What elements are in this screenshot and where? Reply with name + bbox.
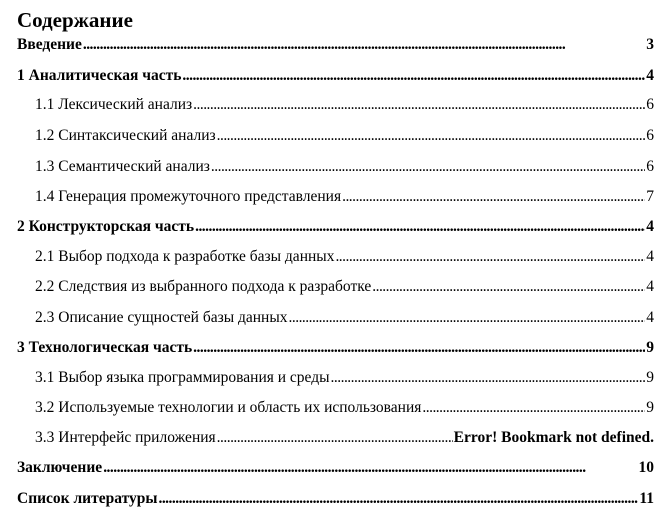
- toc-entry-references[interactable]: [17, 489, 654, 509]
- toc-dot-leader: [217, 126, 646, 146]
- toc-entry-conclusion[interactable]: [17, 458, 654, 478]
- toc-entry-text: Заключение: [17, 459, 103, 476]
- toc-entry-text: 1.2 Синтаксический анализ: [35, 127, 216, 144]
- toc-dot-leader: [195, 217, 645, 237]
- toc-page-number: 4: [646, 67, 654, 84]
- toc-entry-text: 1.4 Генерация промежуточного представления: [35, 188, 342, 205]
- toc-entry-text: 1 Аналитическая часть: [17, 67, 182, 84]
- toc-page-error-message: Error! Bookmark not defined.: [453, 429, 654, 446]
- toc-title: Содержание: [17, 8, 133, 32]
- toc-dot-leader: [331, 368, 646, 388]
- toc-dot-leader: [182, 66, 645, 86]
- toc-entry-section-3-1[interactable]: [35, 368, 654, 388]
- toc-entry-text: 1.1 Лексический анализ: [35, 96, 193, 113]
- toc-dot-leader: [422, 398, 645, 418]
- toc-page-number: 9: [646, 369, 654, 386]
- toc-page-number: 3: [646, 36, 654, 53]
- toc-entry-introduction[interactable]: [17, 35, 654, 55]
- toc-entry-section-2[interactable]: [17, 217, 654, 237]
- toc-page-number: 7: [646, 188, 654, 205]
- toc-page-number: 6: [646, 127, 654, 144]
- toc-dot-leader: [83, 35, 645, 55]
- toc-entry-section-1-2[interactable]: [35, 126, 654, 146]
- toc-entry-section-3[interactable]: [17, 338, 654, 358]
- toc-page-number: 6: [646, 158, 654, 175]
- toc-entry-text: 2.3 Описание сущностей базы данных: [35, 309, 288, 326]
- toc-entry-text: 3.1 Выбор языка программирования и среды: [35, 369, 330, 386]
- toc-entry-text: 2 Конструкторская часть: [17, 218, 195, 235]
- toc-entry-section-1-3[interactable]: [35, 157, 654, 177]
- toc-page-number: 4: [646, 278, 654, 295]
- toc-page-number: 11: [639, 490, 654, 507]
- toc-entry-text: 3.2 Используемые технологии и область их использования: [35, 399, 422, 416]
- toc-entry-text: Введение: [17, 36, 82, 53]
- toc-entry-text: 3 Технологическая часть: [17, 339, 193, 356]
- toc-dot-leader: [103, 458, 637, 478]
- toc-entry-section-3-2[interactable]: [35, 398, 654, 418]
- toc-dot-leader: [335, 247, 645, 267]
- toc-entry-section-2-3[interactable]: [35, 308, 654, 328]
- toc-entry-text: 3.3 Интерфейс приложения: [35, 429, 216, 446]
- toc-entry-text: 2.1 Выбор подхода к разработке базы данных: [35, 248, 335, 265]
- toc-dot-leader: [342, 187, 645, 207]
- toc-entry-text: 1.3 Семантический анализ: [35, 158, 210, 175]
- toc-entry-section-1-1[interactable]: [35, 95, 654, 115]
- toc-entry-section-1[interactable]: [17, 66, 654, 86]
- toc-dot-leader: [158, 489, 638, 509]
- toc-dot-leader: [289, 308, 646, 328]
- toc-entry-section-2-1[interactable]: [35, 247, 654, 267]
- toc-dot-leader: [372, 277, 645, 297]
- toc-page-number: 4: [646, 248, 654, 265]
- toc-entry-section-3-3[interactable]: [35, 428, 654, 448]
- toc-page-number: 9: [646, 339, 654, 356]
- toc-page-number: 4: [646, 218, 654, 235]
- toc-dot-leader: [193, 338, 645, 358]
- toc-page-number: 9: [646, 399, 654, 416]
- toc-entry-section-2-2[interactable]: [35, 277, 654, 297]
- toc-entry-section-1-4[interactable]: [35, 187, 654, 207]
- toc-dot-leader: [193, 95, 645, 115]
- toc-dot-leader: [217, 428, 453, 448]
- toc-entry-text: Список литературы: [17, 490, 158, 507]
- toc-dot-leader: [211, 157, 645, 177]
- toc-page-number: 6: [646, 96, 654, 113]
- toc-page-number: 10: [638, 459, 654, 476]
- toc-entry-text: 2.2 Следствия из выбранного подхода к разработке: [35, 278, 372, 295]
- toc-page-number: 4: [646, 309, 654, 326]
